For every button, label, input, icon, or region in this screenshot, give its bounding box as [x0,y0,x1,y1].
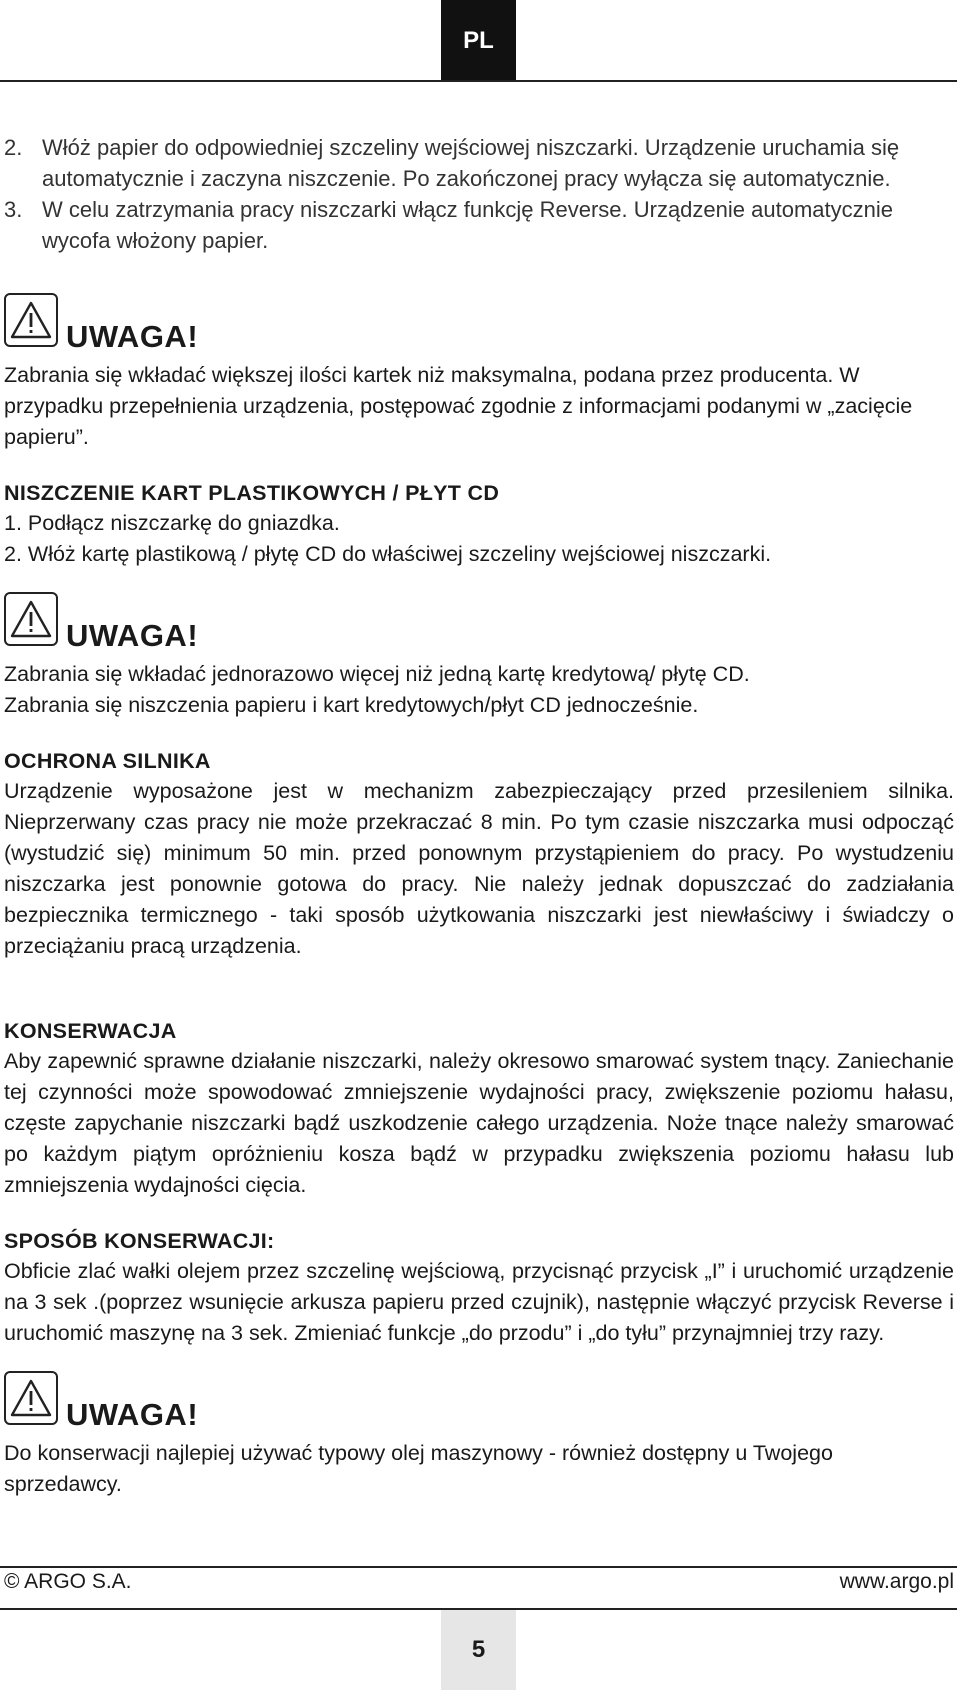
list-item: 2. Włóż papier do odpowiedniej szczeliny wejściowej niszczarki. Urządzenie uruchamia się automatycznie i zaczyna niszczenie. Po zakończonej pracy wyłącza się automatycznie. [4,135,900,191]
warning-triangle-icon [4,293,58,347]
language-tab: PL [441,0,516,81]
warning-label: UWAGA! [66,319,199,354]
page-content [4,132,954,1500]
warning-triangle-icon [4,1371,58,1425]
warning-text: Zabrania się wkładać jednorazowo więcej niż jedną kartę kredytową/ płytę CD. [4,662,750,686]
section-text: Obficie zlać wałki olejem przez szczelinę wejściową, przycisnąć przycisk „I” i uruchomić urządzenie na 3 sek .(poprzez wsunięcie arkusza papieru przed czujnik), następnie włączyć przycisk Reverse i uruchomić maszynę na 3 sek. Zmieniać funkcje „do przodu” i „do tyłu” przynajmniej trzy razy. [4,1259,954,1345]
section-heading: NISZCZENIE KART PLASTIKOWYCH / PŁYT CD [4,481,500,505]
warning-text: Do konserwacji najlepiej używać typowy olej maszynowy - również dostępny u Twojego sprzedawcy. [4,1441,833,1496]
step-text: 1. Podłącz niszczarkę do gniazdka. [4,511,340,535]
list-item: 3. W celu zatrzymania pracy niszczarki włącz funkcję Reverse. Urządzenie automatycznie wycofa włożony papier. [4,197,893,253]
warning-triangle-icon [4,592,58,646]
copyright: © ARGO S.A. [4,1570,132,1593]
step-text: 2. Włóż kartę plastikową / płytę CD do właściwej szczeliny wejściowej niszczarki. [4,542,772,566]
website-link[interactable]: www.argo.pl [839,1570,954,1593]
section-heading: OCHRONA SILNIKA [4,749,211,773]
steps-list [4,132,954,256]
warning-label: UWAGA! [66,618,199,653]
warning-text: Zabrania się niszczenia papieru i kart kredytowych/płyt CD jednocześnie. [4,693,699,717]
warning-text: Zabrania się wkładać większej ilości kartek niż maksymalna, podana przez producenta. W przypadku przepełnienia urządzenia, postępować zgodnie z informacjami podanymi w „zacięcie papieru”. [4,363,913,449]
section-heading: KONSERWACJA [4,1019,177,1043]
section-heading: SPOSÓB KONSERWACJI: [4,1229,275,1253]
footer-rule-top [0,1566,957,1568]
section-text: Aby zapewnić sprawne działanie niszczarki, należy okresowo smarować system tnący. Zaniechanie tej czynności może spowodować zmniejszenie wydajności pracy, zwiększenie poziomu hałasu, częste zapychanie niszczarki bądź uszkodzenie całego urządzenia. Noże tnące należy smarować po każdym piątym opróżnieniu kosza bądź w przypadku zwiększenia poziomu hałasu lub zmniejszenia wydajności cięcia. [4,1049,954,1197]
warning-label: UWAGA! [66,1397,199,1432]
header-rule [0,80,957,82]
warning-heading [4,584,954,653]
section-text: Urządzenie wyposażone jest w mechanizm zabezpieczający przed przesileniem silnika. Nieprzerwany czas pracy nie może przekraczać 8 min. Po tym czasie niszczarka musi odpocząć (wystudzić się) minimum 50 min. przed ponownym przystąpieniem do pracy. Po wystudzeniu niszczarka jest ponownie gotowa do pracy. Nie należy jednak dopuszczać do zadziałania bezpiecznika termicznego - taki sposób użytkowania niszczarki jest niewłaściwy i świadczy o przeciążaniu pracą urządzenia. [4,779,954,958]
footer [4,1570,954,1594]
warning-heading [4,285,954,354]
warning-heading [4,1363,954,1432]
page-number: 5 [441,1610,516,1690]
